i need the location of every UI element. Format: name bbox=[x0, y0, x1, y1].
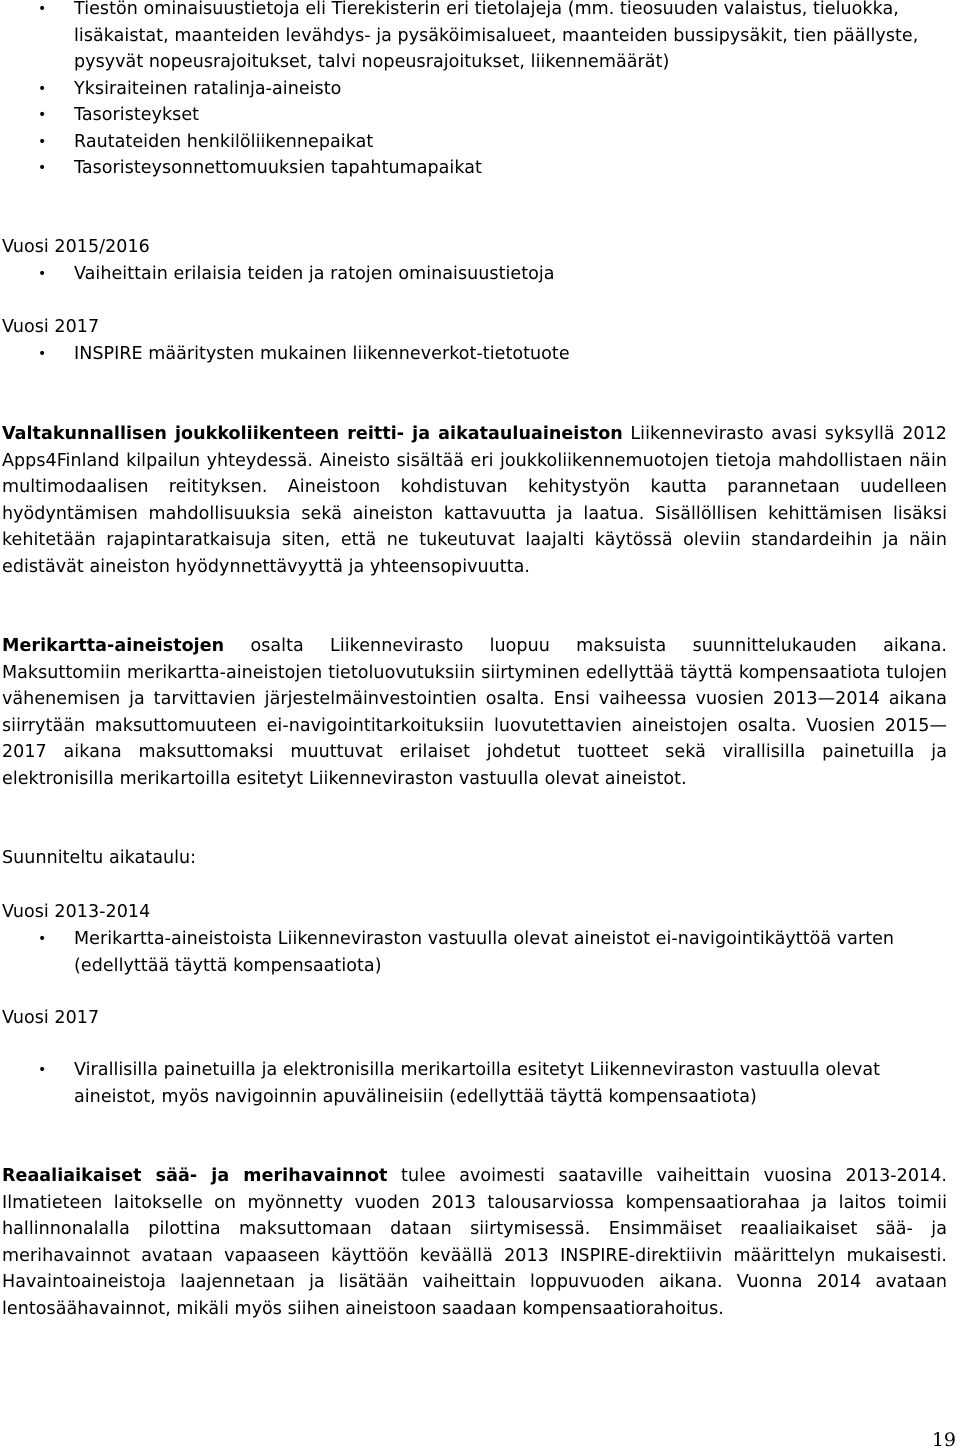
bullet-icon: • bbox=[38, 266, 47, 282]
transit-paragraph bbox=[2, 421, 947, 580]
weather-paragraph bbox=[2, 1163, 947, 1322]
year-list-2013 bbox=[2, 926, 947, 979]
schedule-label: Suunniteltu aikataulu: bbox=[2, 848, 197, 868]
bullet-icon: • bbox=[38, 931, 47, 947]
seachart-heading: Merikartta-aineistojen bbox=[2, 636, 225, 656]
list-item: • Virallisilla painetuilla ja elektronisilla merikartoilla esitetyt Liikenneviraston vastuulla olevat aineistot, myös navigoinnin apuvälineisiin (edellyttää täyttä kompensaatiota) bbox=[2, 1057, 947, 1110]
transit-heading: Valtakunnallisen joukkoliikenteen reitti- ja aikatauluaineiston bbox=[2, 424, 623, 444]
bullet-icon: • bbox=[38, 346, 47, 362]
bullet-icon: • bbox=[38, 1062, 47, 1078]
year-list-2015 bbox=[2, 261, 947, 288]
list-item: • INSPIRE määritysten mukainen liikenneverkot-tietotuote bbox=[2, 341, 947, 368]
transit-text: Liikennevirasto avasi syksyllä 2012 Apps4Finland kilpailun yhteydessä. Aineisto sisältää eri joukkoliikennemuotojen tietoja mahdollistaen näin multimodaalisen reitityksen. Aineistoon kohdistuvan kehitystyön kautta parannetaan uudelleen hyödyntämisen mahdollisuuksia sekä aineiston kattavuutta ja laatua. Sisällöllisen kehittämisen lisäksi kehitetään rajapintaratkaisuja siten, että ne tukeutuvat laajalti käytössä oleviin standardeihin ja näin edistävät aineiston hyödynnettävyyttä ja yhteensopivuutta. bbox=[2, 424, 947, 577]
weather-text: tulee avoimesti saataville vaiheittain vuosina 2013-2014. Ilmatieteen laitokselle on myönnetty vuoden 2013 talousarviossa kompensaatiorahaa ja laitos toimii hallinnonalalla pilottina maksuttomaan dataan siirtymisessä. Ensimmäiset reaaliaikaiset sää- ja merihavainnot avataan vapaaseen käyttöön keväällä 2013 INSPIRE-direktiivin määrittelyn mukaisesti. Havaintoaineistoja laajennetaan ja lisätään vaiheittain loppuvuoden aikana. Vuonna 2014 avataan lentosäähavainnot, mikäli myös siihen aineistoon saadaan kompensaatiorahoitus. bbox=[2, 1166, 947, 1319]
year-heading-2015: Vuosi 2015/2016 bbox=[2, 237, 150, 257]
bullet-icon: • bbox=[38, 1, 47, 17]
list-item: • Tiestön ominaisuustietoja eli Tierekisterin eri tietolajeja (mm. tieosuuden valaistus, tieluokka, lisäkaistat, maanteiden levähdys- ja pysäköimisalueet, maanteiden bussipysäkit, tien päällyste, pysyvät nopeusrajoitukset, talvi nopeusrajoitukset, liikennemäärät) bbox=[2, 0, 947, 76]
bullet-icon: • bbox=[38, 133, 47, 150]
year-heading-2017: Vuosi 2017 bbox=[2, 317, 100, 337]
year-heading-2013: Vuosi 2013-2014 bbox=[2, 902, 151, 922]
list-item: • Vaiheittain erilaisia teiden ja ratojen ominaisuustietoja bbox=[2, 261, 947, 288]
page-number: 19 bbox=[931, 1429, 956, 1451]
year-heading-2017b: Vuosi 2017 bbox=[2, 1008, 100, 1028]
list-item: • Merikartta-aineistoista Liikenneviraston vastuulla olevat aineistot ei-navigointikäyttöä varten (edellyttää täyttä kompensaatiota) bbox=[2, 926, 947, 979]
list-item: • Tasoristeysonnettomuuksien tapahtumapaikat bbox=[2, 155, 947, 182]
list-item: • Rautateiden henkilöliikennepaikat bbox=[2, 129, 947, 156]
bullet-icon: • bbox=[38, 160, 47, 176]
list-item: • Tasoristeykset bbox=[2, 102, 947, 129]
seachart-text: osalta Liikennevirasto luopuu maksuista suunnittelukauden aikana. Maksuttomiin merikartta-aineistojen tietoluovutuksiin siirtyminen edellyttää täyttä kompensaatiota tulojen vähenemisen ja tarvittavien järjestelmäinvestointien osalta. Ensi vaiheessa vuosien 2013—2014 aikana siirrytään maksuttomuuteen ei-navigointitarkoituksiin luovutettavien aineistojen osalta. Vuosien 2015—2017 aikana maksuttomaksi muuttuvat erilaiset johdetut tuotteet sekä virallisilla painetuilla ja elektronisilla merikartoilla esitetyt Liikenneviraston vastuulla olevat aineistot. bbox=[2, 636, 947, 789]
seachart-paragraph bbox=[2, 633, 947, 792]
bullet-icon: • bbox=[38, 107, 47, 123]
year-list-2017b bbox=[2, 1057, 947, 1110]
bullet-icon: • bbox=[38, 80, 47, 97]
list-item: • Yksiraiteinen ratalinja-aineisto bbox=[2, 76, 947, 103]
dataset-list-top bbox=[2, 0, 947, 182]
weather-heading: Reaaliaikaiset sää- ja merihavainnot bbox=[2, 1166, 388, 1186]
year-list-2017 bbox=[2, 341, 947, 368]
